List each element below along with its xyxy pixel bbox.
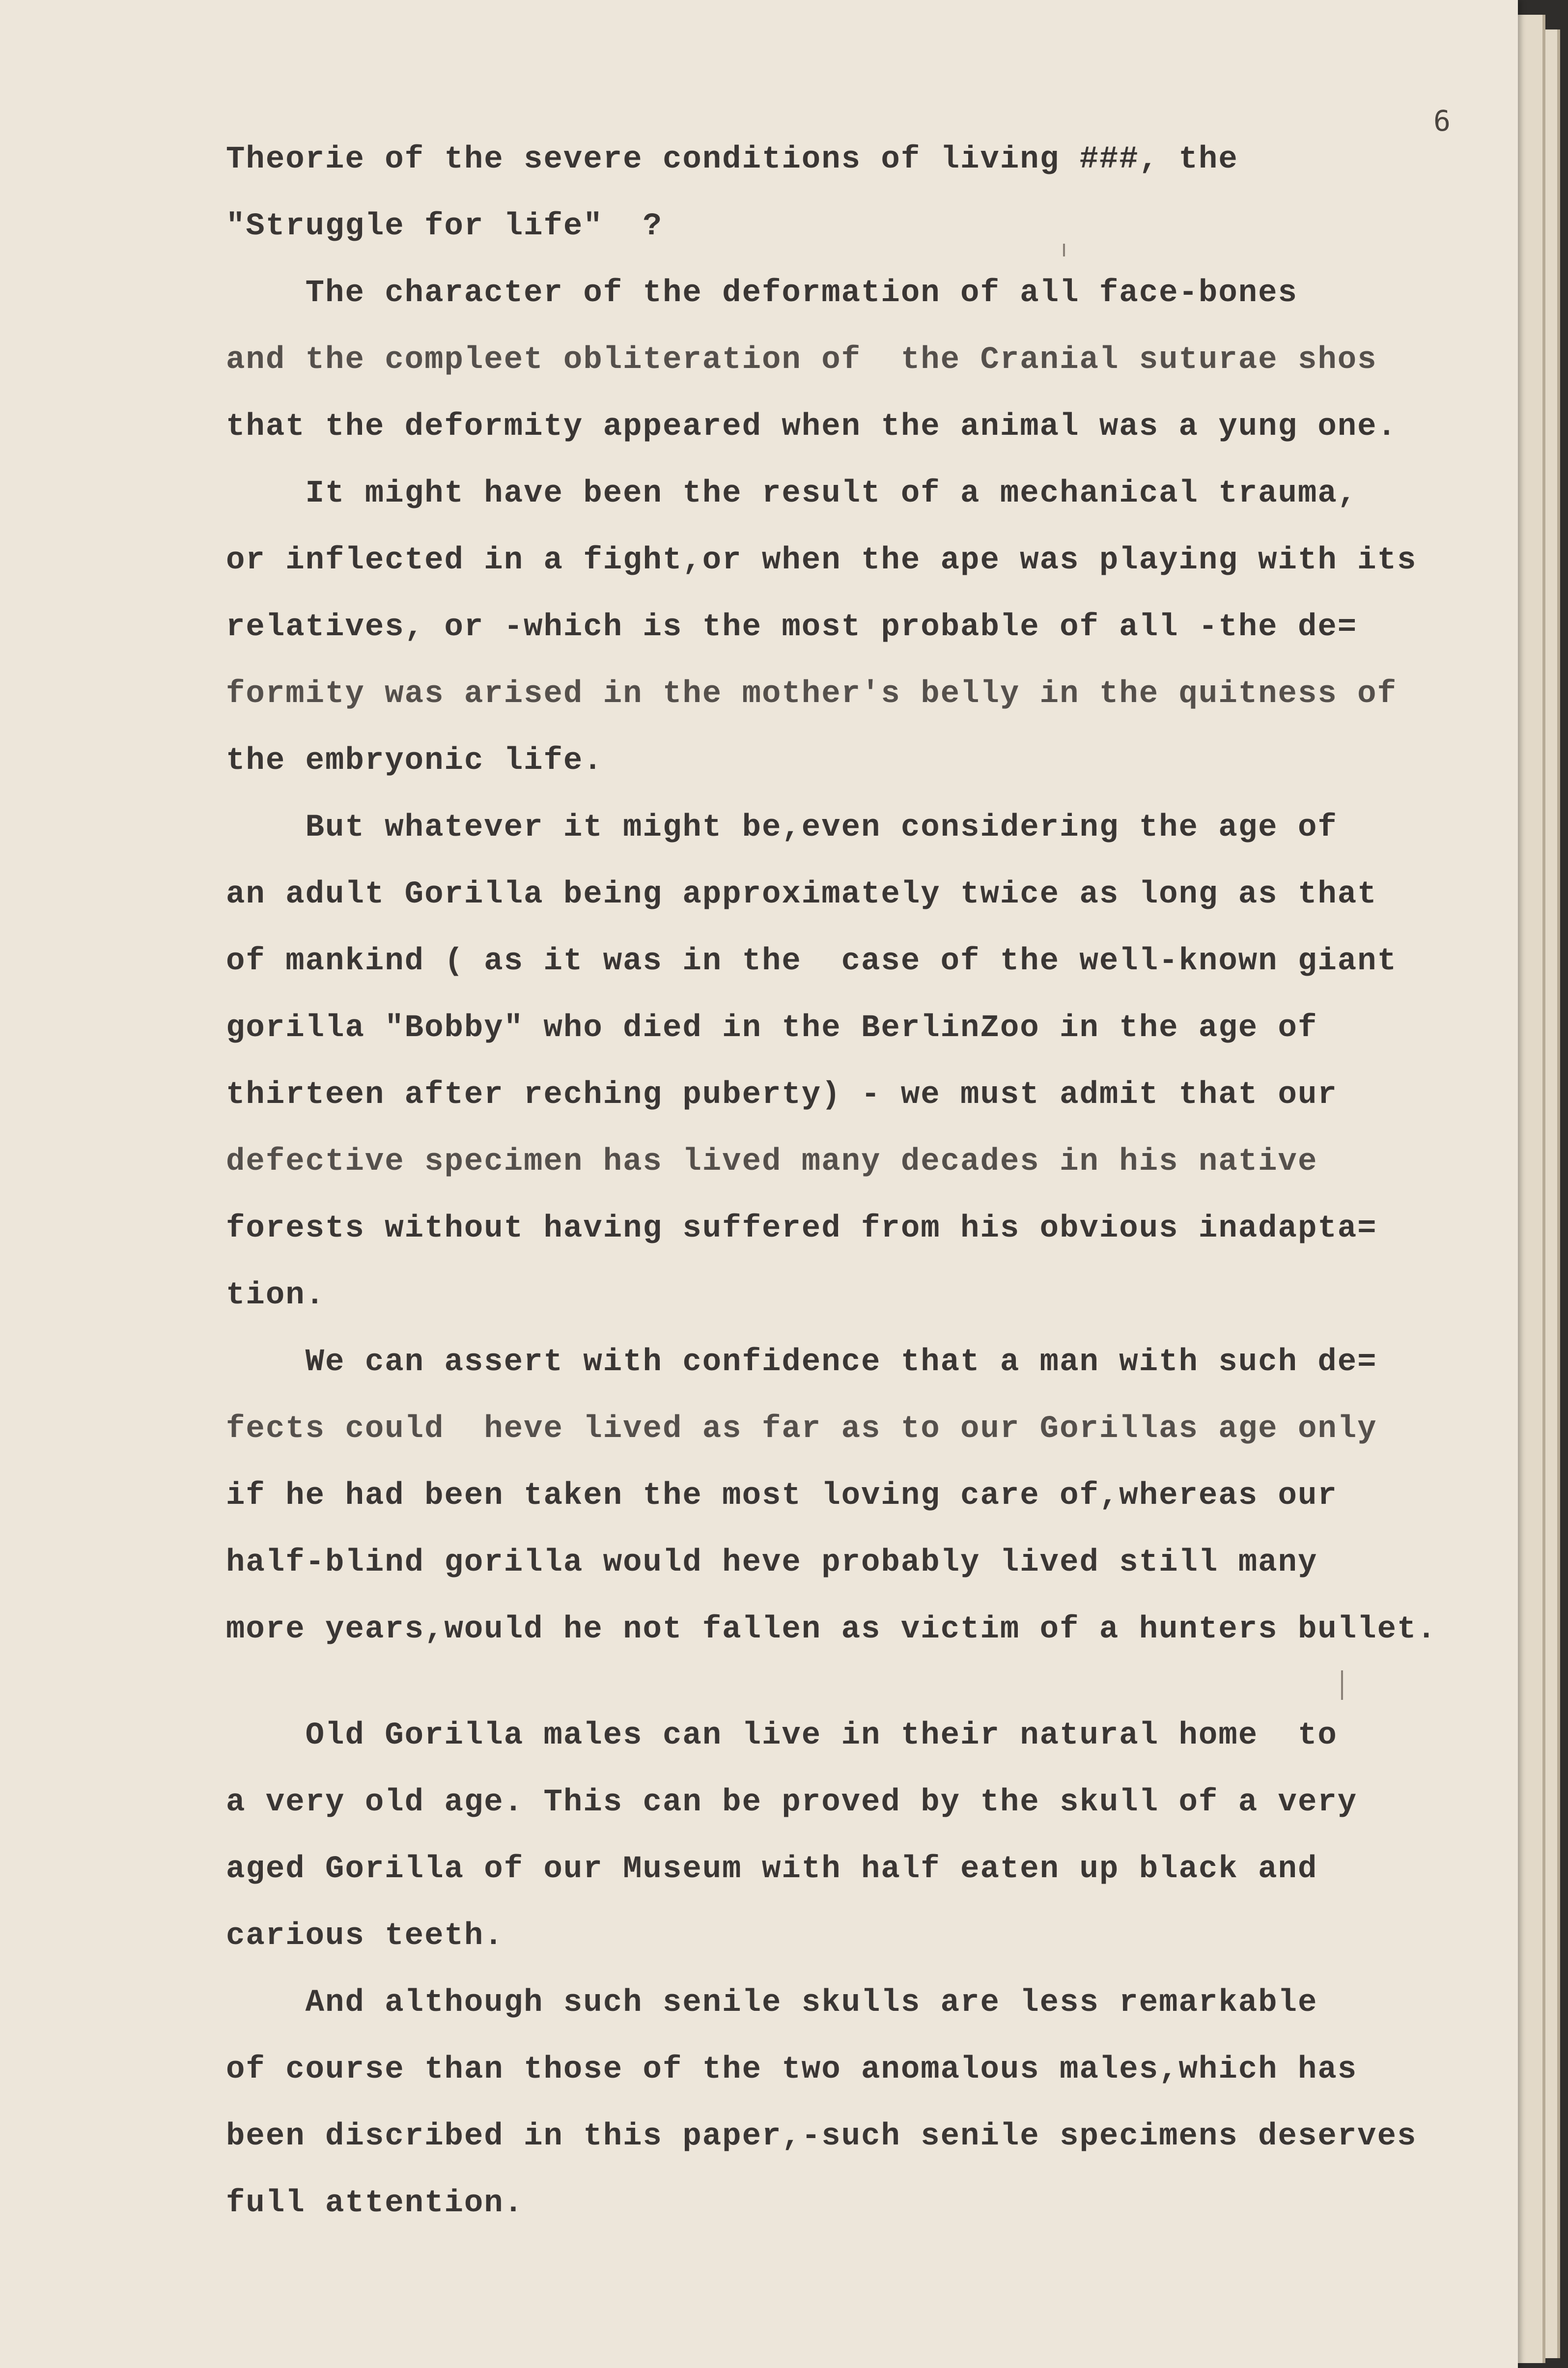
text-line: "Struggle for life" ? — [226, 209, 663, 244]
text-line: a very old age. This can be proved by the skull of a very — [226, 1785, 1358, 1820]
text-line: half-blind gorilla would heve probably lived still many — [226, 1545, 1318, 1580]
text-line: and the compleet obliteration of the Cranial suturae shos — [226, 342, 1377, 378]
text-line: But whatever it might be,even considering the age of — [226, 810, 1338, 846]
text-line: full attention. — [226, 2186, 524, 2221]
paragraph-gap — [226, 1674, 1552, 1714]
text-line: that the deformity appeared when the animal was a yung one. — [226, 409, 1397, 445]
text-line: Old Gorilla males can live in their natural home to — [226, 1718, 1338, 1753]
text-line: relatives, or -which is the most probable of all -the de= — [226, 610, 1358, 645]
text-line: gorilla "Bobby" who died in the BerlinZoo in the age of — [226, 1011, 1318, 1046]
text-line: aged Gorilla of our Museum with half eaten up black and — [226, 1852, 1318, 1887]
page-number: 6 — [1433, 104, 1451, 138]
text-line: We can assert with confidence that a man with such de= — [226, 1345, 1377, 1380]
text-line: tion. — [226, 1278, 326, 1313]
text-line: more years,would he not fallen as victim of a hunters bullet. — [226, 1612, 1437, 1647]
text-line: or inflected in a fight,or when the ape was playing with its — [226, 543, 1417, 578]
text-line: formity was arised in the mother's belly in the quitness of — [226, 677, 1397, 712]
text-line: fects could heve lived as far as to our Gorillas age only — [226, 1411, 1377, 1447]
text-line: been discribed in this paper,-such senile specimens deserves — [226, 2119, 1417, 2154]
typed-body-text — [226, 138, 1552, 2248]
text-line: The character of the deformation of all face-bones — [226, 276, 1298, 311]
text-line: of mankind ( as it was in the case of the well-known giant — [226, 944, 1397, 979]
text-line: forests without having suffered from his obvious inadapta= — [226, 1211, 1377, 1246]
text-line: It might have been the result of a mechanical trauma, — [226, 476, 1358, 511]
text-line: if he had been taken the most loving care of,whereas our — [226, 1478, 1338, 1514]
text-line: an adult Gorilla being approximately twice as long as that — [226, 877, 1377, 912]
text-line: thirteen after reching puberty) - we must admit that our — [226, 1077, 1338, 1113]
text-line: of course than those of the two anomalous males,which has — [226, 2052, 1358, 2087]
text-line: defective specimen has lived many decades in his native — [226, 1144, 1318, 1180]
text-line: And although such senile skulls are less remarkable — [226, 1985, 1318, 2021]
text-line: Theorie of the severe conditions of living ###, the — [226, 142, 1238, 177]
text-line: the embryonic life. — [226, 743, 603, 779]
text-line: carious teeth. — [226, 1918, 504, 1954]
